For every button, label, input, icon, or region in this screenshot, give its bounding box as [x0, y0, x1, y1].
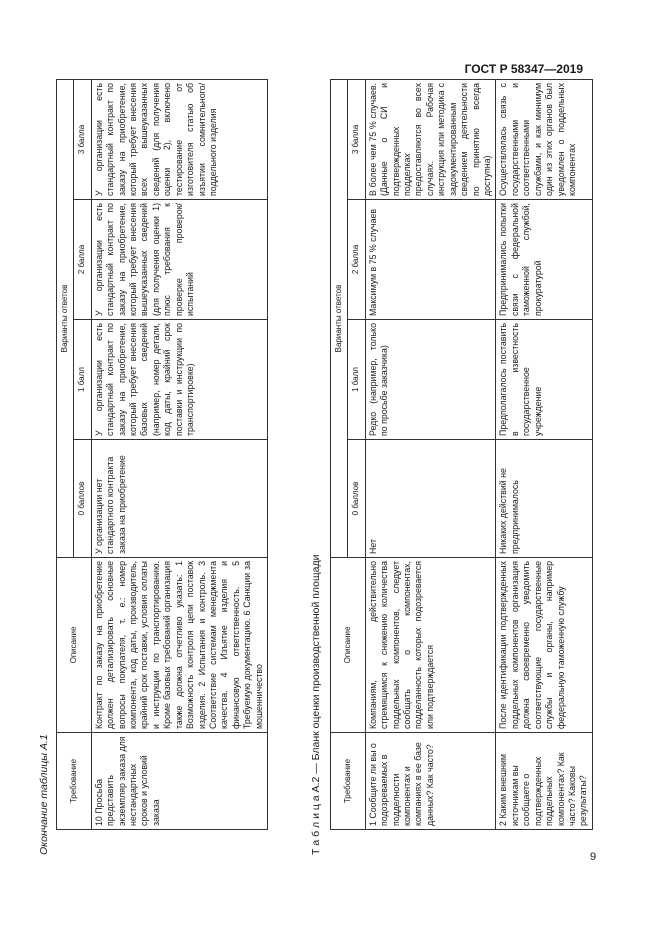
header-score-1: 1 балл	[348, 320, 365, 440]
cell-score-2: У организации есть стандартный контракт по заказу на приобретение, который требует внесения вышеуказанных сведений (для получения оценки 1) плюс требования к проверке проверок/испытаний	[91, 200, 267, 320]
header-description: Описание	[331, 558, 366, 733]
header-requirement: Требование	[331, 733, 366, 830]
table-a2	[330, 79, 593, 830]
cell-requirement: 10 Просьба представить экземпляр заказа для нестандартных сроков и условий заказа	[91, 733, 267, 830]
header-score-3: 3 балла	[348, 79, 365, 199]
cell-score-0: У организации нет стандартного контракта заказа на приобретение	[91, 440, 267, 558]
header-requirement: Требование	[57, 733, 92, 830]
cell-score-2: Предпринимались попытки связи с федеральной таможенной службой, прокуратурой	[496, 200, 592, 320]
document-header: ГОСТ Р 58347—2019	[464, 62, 583, 76]
rotated-content	[38, 75, 593, 855]
cell-description: После идентификации подтвержденных поддельных компонентов организация должна своевременно уведомить соответствующие государственные службы и органы, например федеральную таможенную службу	[496, 558, 592, 733]
cell-score-0: Нет	[365, 440, 496, 558]
cell-requirement: 1 Сообщите ли вы о подозреваемых в подделности компонентах и компаниях в ее базе данных? Как часто?	[365, 733, 496, 830]
header-description: Описание	[57, 558, 92, 733]
header-score-3: 3 балла	[74, 79, 91, 199]
table-row	[496, 79, 592, 829]
cell-description: Компаниям, действительно стремящимся к снижению количества поддельных компонентов, следует сообщать о компонентах, подделанность которых подозревается или подтверждается	[365, 558, 496, 733]
table-a1-caption: Окончание таблицы А.1	[38, 734, 50, 855]
cell-description: Контракт по заказу на приобретение должен детализировать основные вопросы покупателя, т. е.: номер компонента, код даты, производитель, крайний срок поставки, условия оплаты и инструкции по транспортированию. Кроме базовых требований организация также должна отчетливо указать: 1 Возможность контроля цепи поставок изделия. 2 Испытания и контроль. 3 Соответствие системам менеджмента качества. 4 Изъятие изделия и финансовую ответственность. 5 Требуемую документацию. 6 Санкции за мошенничество	[91, 558, 267, 733]
table-row	[91, 79, 267, 829]
table-a1	[56, 79, 268, 830]
cell-score-1: У организации есть стандартный контракт по заказу на приобретение, который требует внесения базовых сведений (например, номер детали, код даты, крайний срок поставки и инструкции по транспортировке)	[91, 320, 267, 440]
cell-score-0: Никаких действий не предпринималось	[496, 440, 592, 558]
cell-requirement: 2 Каким внешним источникам вы сообщаете о подтвержденных поддельных компонентах? Как часто? Каковы результаты?	[496, 733, 592, 830]
cell-score-1: Предполагалось поставить в известность государственное учреждение	[496, 320, 592, 440]
header-variants: Варианты ответов	[331, 79, 348, 557]
cell-score-3: В более чем 75 % случаев. (Данные о СИ и подтвержденных подделках предоставляются во всех случаях. Рабочая инструкция или методика с задокументированным сведением деятельности по принятию всегда доступна)	[365, 79, 496, 199]
header-score-0: 0 баллов	[348, 440, 365, 558]
cell-score-1: Редко (например, только по просьбе заказчика)	[365, 320, 496, 440]
header-score-0: 0 баллов	[74, 440, 91, 558]
cell-score-2: Максимум в 75 % случаев	[365, 200, 496, 320]
cell-score-3: У организации есть стандартный контракт по заказу на приобретение, который требует внесения всех вышеуказанных сведений (для получения оценки 2), включено тестирование от изготовителя статью об изъятии сомнительного/поддельного изделия	[91, 79, 267, 199]
table-row	[365, 79, 496, 829]
header-score-2: 2 балла	[348, 200, 365, 320]
cell-score-3: Осуществлялась связь с государственными и соответственными службами, и как минимум один из этих органов был уведомлен о поддельных компонентах	[496, 79, 592, 199]
table-a2-caption: Т а б л и ц а А.2 — Бланк оценки производственной площади	[310, 554, 322, 855]
page-number: 9	[590, 851, 597, 863]
header-variants: Варианты ответов	[57, 79, 74, 557]
header-score-1: 1 балл	[74, 320, 91, 440]
header-score-2: 2 балла	[74, 200, 91, 320]
